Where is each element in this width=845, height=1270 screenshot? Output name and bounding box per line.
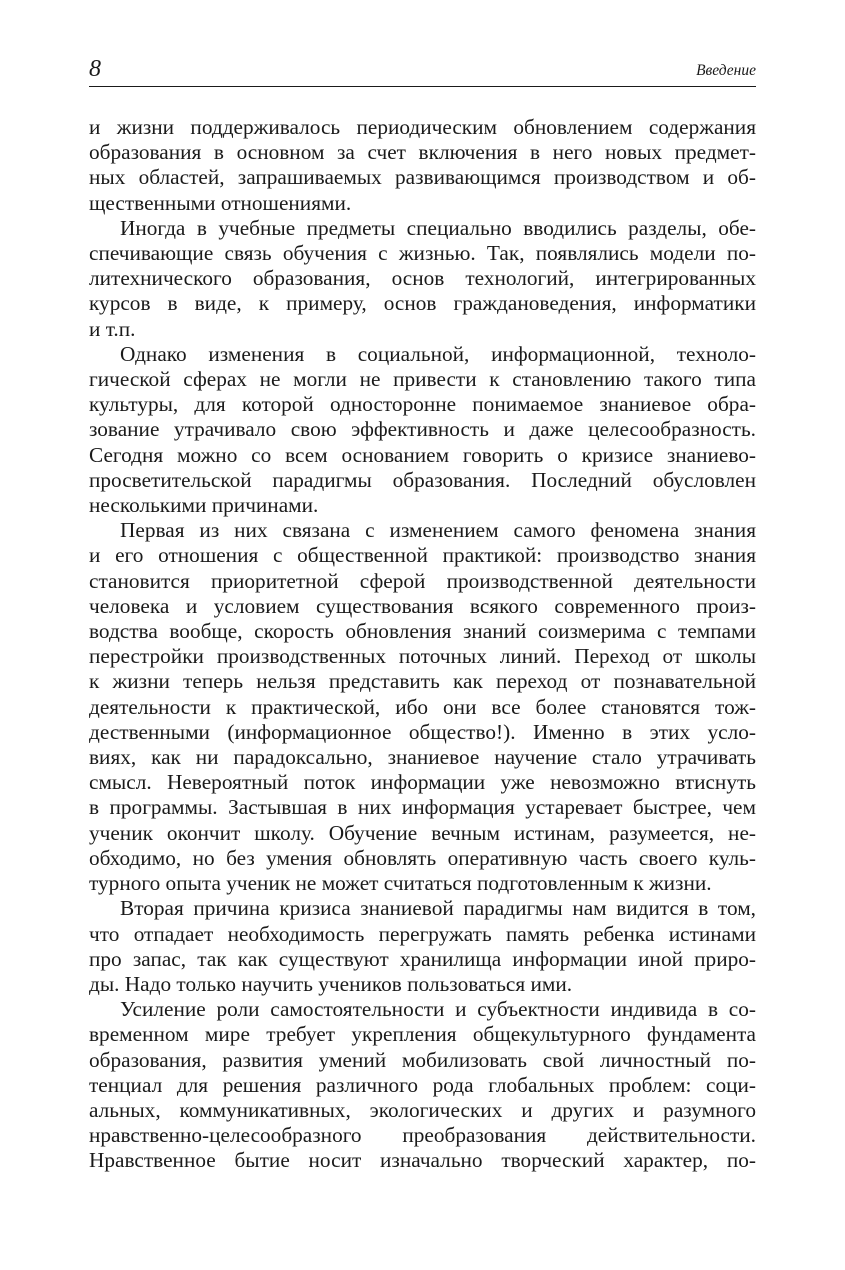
text-line: Усиление роли самостоятельности и субъектности индивида в со- [120,997,756,1022]
text-line: в программы. Застывшая в них информация устаревает быстрее, чем [89,795,756,820]
text-line: Однако изменения в социальной, информационной, техноло- [120,341,756,366]
running-head-title: Введение [696,62,756,79]
paragraph [89,997,756,1173]
text-line: Сегодня можно со всем основанием говорить о кризисе знаниево- [89,442,756,467]
text-line: что отпадает необходимость перегружать память ребенка истинами [89,921,756,946]
text-line: Нравственное бытие носит изначально творческий характер, по- [89,1148,756,1173]
text-line: культуры, для которой односторонне понимаемое знаниевое обра- [89,392,756,417]
text-line: к жизни теперь нельзя представить как переход от познавательной [89,669,756,694]
paragraph [89,896,756,997]
text-line: щественными отношениями. [89,190,352,215]
text-line: ученик окончит школу. Обучение вечным истинам, разумеется, не- [89,820,756,845]
text-line: курсов в виде, к примеру, основ граждановедения, информатики [89,291,756,316]
text-line: и т.п. [89,316,136,341]
text-line: человека и условием существования всякого современного произ- [89,593,756,618]
text-line: просветительской парадигмы образования. Последний обусловлен [89,467,756,492]
text-line: зование утрачивало свою эффективность и даже целесообразность. [89,417,756,442]
paragraph [89,216,756,342]
text-line: становится приоритетной сферой производственной деятельности [89,568,756,593]
text-line: дественными (информационное общество!). Именно в этих усло- [89,719,756,744]
text-line: обходимо, но без умения обновлять оперативную часть своего куль- [89,845,756,870]
text-line: временном мире требует укрепления общекультурного фундамента [89,1022,756,1047]
text-line: турного опыта ученик не может считаться подготовленным к жизни. [89,871,712,896]
text-line: смысл. Невероятный поток информации уже невозможно втиснуть [89,770,756,795]
text-line: тенциал для решения различного рода глобальных проблем: соци- [89,1072,756,1097]
text-line: литехнического образования, основ технологий, интегрированных [89,266,756,291]
page-header [89,54,756,87]
text-line: нравственно-целесообразного преобразования действительности. [89,1123,756,1148]
text-line: деятельности к практической, ибо они все более становятся тож- [89,694,756,719]
text-line: Иногда в учебные предметы специально вводились разделы, обе- [120,215,756,240]
body-text [89,115,756,1174]
text-line: и жизни поддерживалось периодическим обновлением содержания [89,115,756,139]
paragraph [89,518,756,896]
text-line: Вторая причина кризиса знаниевой парадигмы нам видится в том, [120,896,756,921]
text-line: про запас, так как существуют хранилища информации иной приро- [89,946,756,971]
text-line: перестройки производственных поточных линий. Переход от школы [89,644,756,669]
text-line: водства вообще, скорость обновления знаний соизмерима с темпами [89,619,756,644]
text-line: альных, коммуникативных, экологических и других и разумного [89,1097,756,1122]
text-line: гической сферах не могли не привести к становлению такого типа [89,367,756,392]
text-line: образования в основном за счет включения в него новых предмет- [89,140,756,165]
text-line: ных областей, запрашиваемых развивающимся производством и об- [89,165,756,190]
text-line: виях, как ни парадоксально, знаниевое научение стало утрачивать [89,745,756,770]
text-line: и его отношения с общественной практикой: производство знания [89,543,756,568]
paragraph [89,115,756,216]
paragraph [89,342,756,518]
text-line: ды. Надо только научить учеников пользоваться ими. [89,971,573,996]
text-line: спечивающие связь обучения с жизнью. Так, появлялись модели по- [89,241,756,266]
text-line: образования, развития умений мобилизовать свой личностный по- [89,1047,756,1072]
book-page [89,0,756,1270]
text-line: несколькими причинами. [89,493,319,518]
text-line: Первая из них связана с изменением самого феномена знания [120,518,756,543]
page-number: 8 [89,56,101,82]
